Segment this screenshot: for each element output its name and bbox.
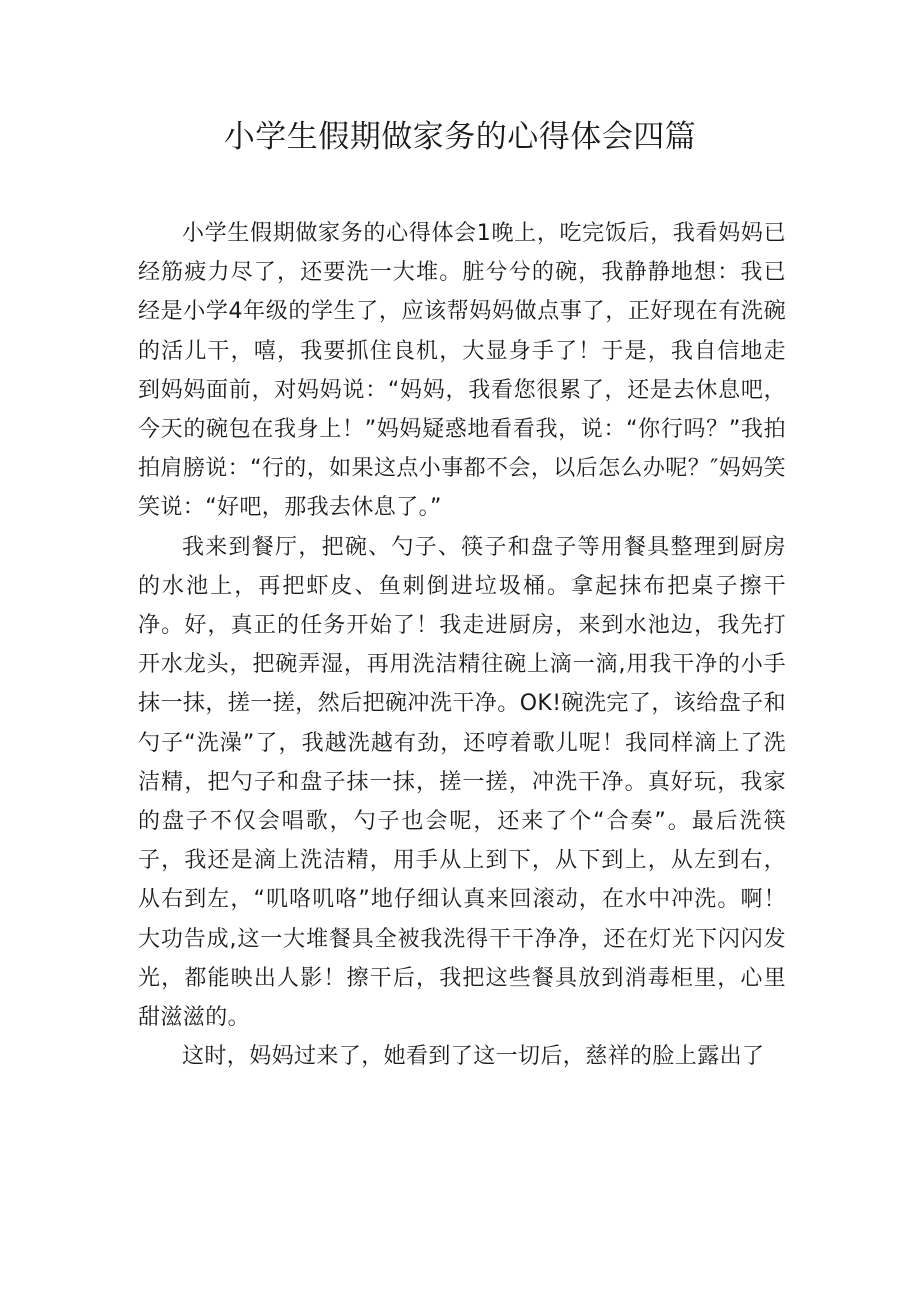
document-body (138, 214, 786, 1076)
paragraph-1: 小学生假期做家务的心得体会1晚上，吃完饭后，我看妈妈已经筋疲力尽了，还要洗一大堆。脏兮兮的碗，我静静地想：我已经是小学4年级的学生了，应该帮妈妈做点事了，正好现在有洗碗的活儿干，嘻，我要抓住良机，大显身手了！于是，我自信地走到妈妈面前，对妈妈说：“妈妈，我看您很累了，还是去休息吧，今天的碗包在我身上！”妈妈疑惑地看看我，说：“你行吗？”我拍拍肩膀说：“行的，如果这点小事都不会，以后怎么办呢？″妈妈笑笑说：“好吧，那我去休息了。” (138, 221, 786, 521)
document-title: 小学生假期做家务的心得体会四篇 (223, 119, 697, 155)
paragraph-3: 这时，妈妈过来了，她看到了这一切后，慈祥的脸上露出了 (182, 1044, 765, 1070)
paragraph-2: 我来到餐厅，把碗、勺子、筷子和盘子等用餐具整理到厨房的水池上，再把虾皮、鱼刺倒进垃圾桶。拿起抹布把桌子擦干净。好，真正的任务开始了！我走进厨房，来到水池边，我先打开水龙头，把碗弄湿，再用洗洁精往碗上滴一滴,用我干净的小手抹一抹，搓一搓，然后把碗冲洗干净。OK!碗洗完了，该给盘子和勺子“洗澡”了，我越洗越有劲，还哼着歌儿呢！我同样滴上了洗洁精，把勺子和盘子抹一抹，搓一搓，冲洗干净。真好玩，我家的盘子不仅会唱歌，勺子也会呢，还来了个“合奏”。最后洗筷子，我还是滴上洗洁精，用手从上到下，从下到上，从左到右，从右到左，“叽咯叽咯”地仔细认真来回滚动，在水中冲洗。啊！大功告成,这一大堆餐具全被我洗得干干净净，还在灯光下闪闪发光，都能映出人影！擦干后，我把这些餐具放到消毒柜里，心里甜滋滋的。 (138, 534, 786, 1031)
